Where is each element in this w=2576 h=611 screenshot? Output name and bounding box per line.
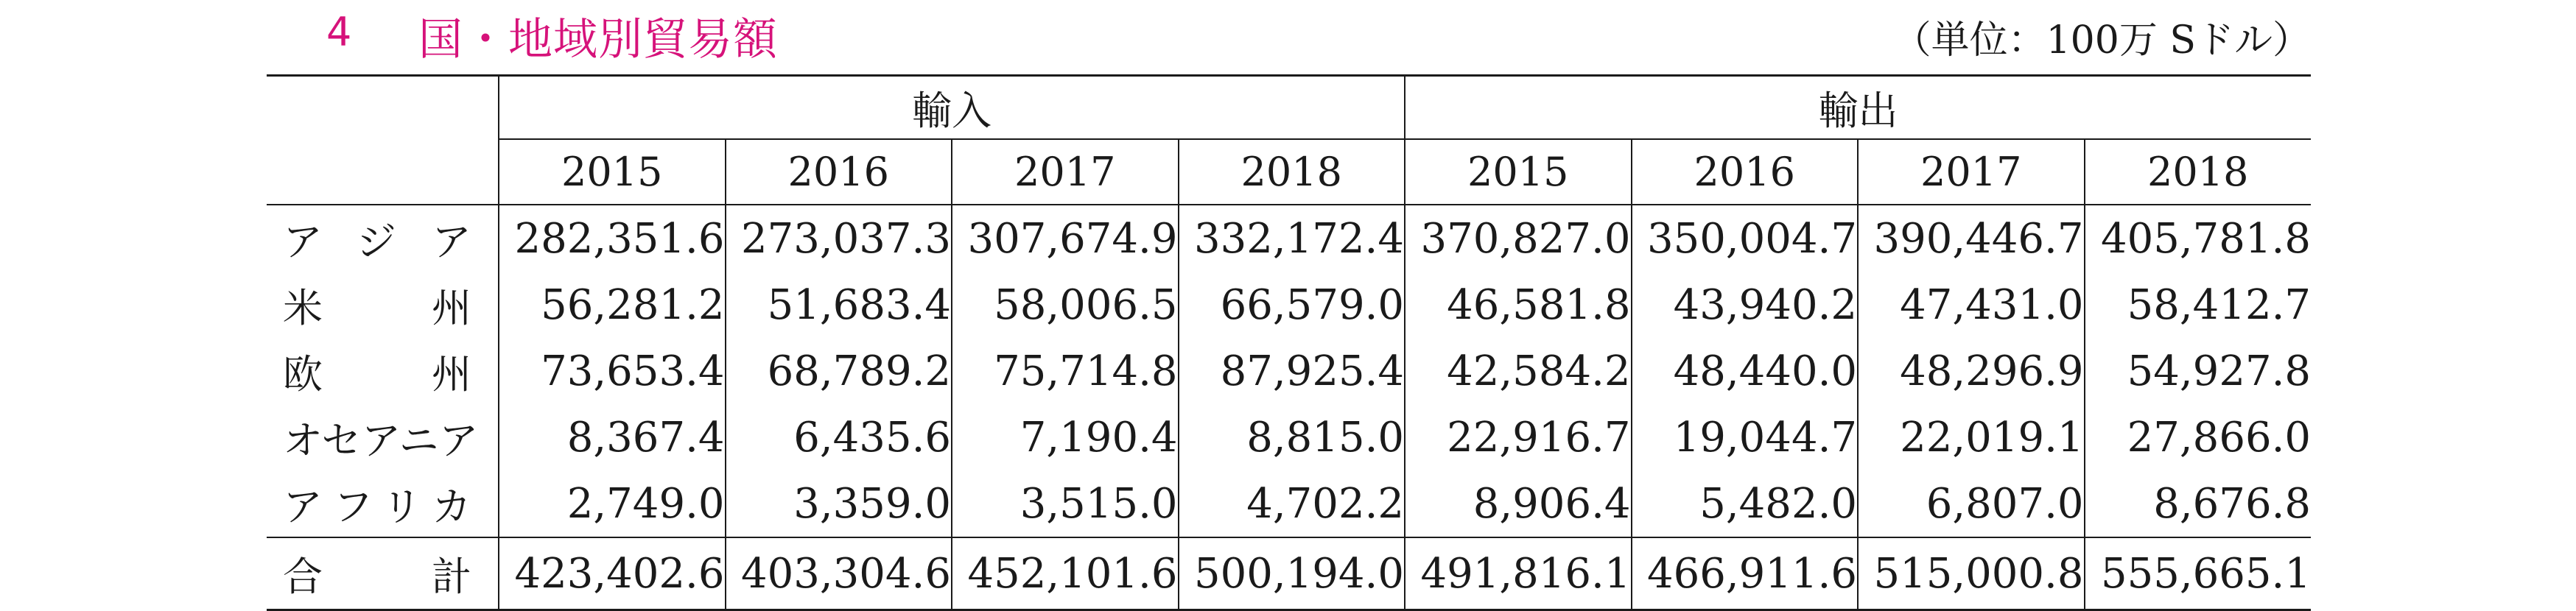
- table-cell: 19,044.7: [1632, 404, 1859, 470]
- table-cell: 350,004.7: [1632, 205, 1859, 272]
- table-cell: 4,702.2: [1179, 470, 1405, 537]
- table-cell: 7,190.4: [952, 404, 1179, 470]
- table-cell: 48,440.0: [1632, 338, 1859, 404]
- trade-table: [267, 74, 2311, 611]
- table-cell: 22,916.7: [1405, 404, 1632, 470]
- table-cell: 54,927.8: [2085, 338, 2312, 404]
- table-cell: 48,296.9: [1858, 338, 2085, 404]
- table-cell: 58,412.7: [2085, 272, 2312, 338]
- table-cell: 405,781.8: [2085, 205, 2312, 272]
- table-cell: 75,714.8: [952, 338, 1179, 404]
- table-cell: 8,815.0: [1179, 404, 1405, 470]
- table-cell: 491,816.1: [1405, 537, 1632, 610]
- table-cell: 466,911.6: [1632, 537, 1859, 610]
- table-cell: 423,402.6: [499, 537, 726, 610]
- table-cell: 56,281.2: [499, 272, 726, 338]
- table-cell: 8,906.4: [1405, 470, 1632, 537]
- year-header: 2015: [499, 139, 726, 205]
- table-cell: 73,653.4: [499, 338, 726, 404]
- year-header: 2017: [952, 139, 1179, 205]
- table-cell: 282,351.6: [499, 205, 726, 272]
- table-cell: 66,579.0: [1179, 272, 1405, 338]
- table-cell: 87,925.4: [1179, 338, 1405, 404]
- table-cell: 370,827.0: [1405, 205, 1632, 272]
- table-cell: 6,435.6: [726, 404, 952, 470]
- table-cell: 452,101.6: [952, 537, 1179, 610]
- year-header: 2018: [2085, 139, 2312, 205]
- table-cell: 390,446.7: [1858, 205, 2085, 272]
- table-cell: 46,581.8: [1405, 272, 1632, 338]
- corner-cell-lower: [267, 139, 499, 205]
- table-cell: 5,482.0: [1632, 470, 1859, 537]
- table-cell: 3,515.0: [952, 470, 1179, 537]
- table-cell: 51,683.4: [726, 272, 952, 338]
- year-header: 2018: [1179, 139, 1405, 205]
- year-header: 2016: [1632, 139, 1859, 205]
- table-cell: 68,789.2: [726, 338, 952, 404]
- year-header: 2016: [726, 139, 952, 205]
- table-cell: 307,674.9: [952, 205, 1179, 272]
- table-cell: 22,019.1: [1858, 404, 2085, 470]
- unit-note: （単位：100万 Sドル）: [1892, 18, 2311, 63]
- row-label: アジア: [283, 218, 471, 265]
- table-row-europe: [267, 338, 2311, 404]
- table-cell: 27,866.0: [2085, 404, 2312, 470]
- table-cell: 8,367.4: [499, 404, 726, 470]
- table-cell: 273,037.3: [726, 205, 952, 272]
- year-header-row: [267, 139, 2311, 205]
- table-cell: 515,000.8: [1858, 537, 2085, 610]
- table-cell: 500,194.0: [1179, 537, 1405, 610]
- row-label: アフリカ: [283, 483, 471, 530]
- corner-cell: [267, 76, 499, 140]
- table-row-americas: [267, 272, 2311, 338]
- table-cell: 2,749.0: [499, 470, 726, 537]
- table-cell: 403,304.6: [726, 537, 952, 610]
- row-label: 合計: [267, 537, 499, 610]
- year-header: 2015: [1405, 139, 1632, 205]
- title-row: [0, 0, 2576, 68]
- row-label: 欧州: [283, 350, 471, 398]
- table-cell: 332,172.4: [1179, 205, 1405, 272]
- page-title: 国・地域別貿易額: [418, 14, 778, 66]
- table-cell: 3,359.0: [726, 470, 952, 537]
- table-cell: 6,807.0: [1858, 470, 2085, 537]
- table-row-total: [267, 537, 2311, 610]
- table-cell: 42,584.2: [1405, 338, 1632, 404]
- table-row-africa: [267, 470, 2311, 537]
- table-row-asia: [267, 205, 2311, 272]
- exports-header: 輸出: [1405, 76, 2311, 140]
- table-cell: 58,006.5: [952, 272, 1179, 338]
- table-cell: 8,676.8: [2085, 470, 2312, 537]
- section-number: 4: [326, 9, 352, 55]
- table-cell: 47,431.0: [1858, 272, 2085, 338]
- table-cell: 43,940.2: [1632, 272, 1859, 338]
- row-label: オセアニア: [283, 417, 479, 464]
- table-cell: 555,665.1: [2085, 537, 2312, 610]
- year-header: 2017: [1858, 139, 2085, 205]
- table-row-oceania: [267, 404, 2311, 470]
- row-label: 米州: [283, 284, 471, 331]
- group-header-row: [267, 76, 2311, 140]
- imports-header: 輸入: [499, 76, 1405, 140]
